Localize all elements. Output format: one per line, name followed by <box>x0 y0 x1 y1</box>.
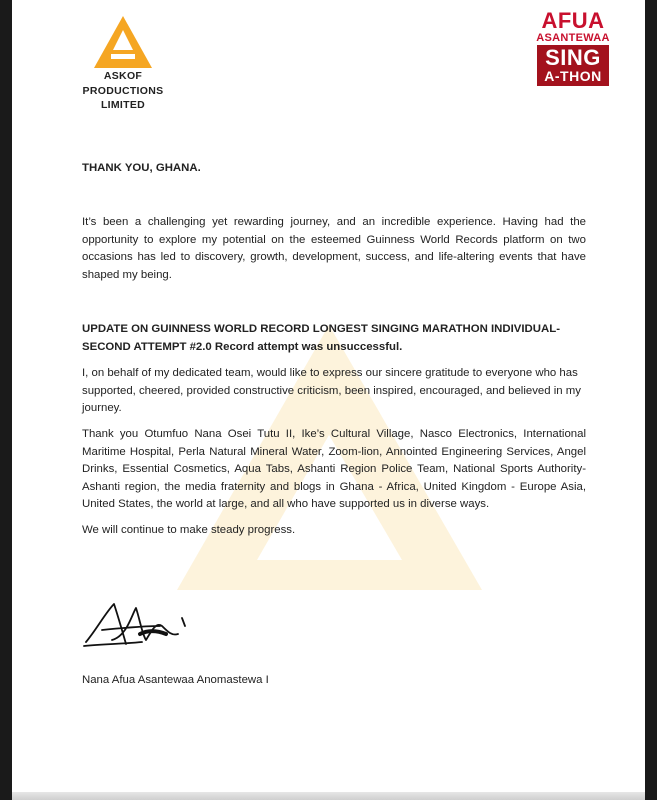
letter-page <box>12 0 645 800</box>
event-logo-line4: A-THON <box>544 68 602 84</box>
company-name-line3: LIMITED <box>100 99 146 111</box>
company-name-line2: PRODUCTIONS <box>82 84 164 97</box>
intro-paragraph: It’s been a challenging yet rewarding journey, and an incredible experience. Having had the opportunity to explore my potential on the esteemed Guinness World Records platform on two occasions has led to discovery, growth, development, success, and life-altering events that have shaped my being. <box>82 216 586 281</box>
event-logo-line3: SING <box>545 45 601 70</box>
gratitude-paragraph: I, on behalf of my dedicated team, would like to express our sincere gratitude to everyone who has supported, cheered, provided constructive criticism, been inspired, encouraged, and believed in my journey. <box>82 367 581 414</box>
greeting: THANK YOU, GHANA. <box>82 162 201 174</box>
closing-line: We will continue to make steady progress. <box>82 524 296 536</box>
event-logo-box <box>537 45 608 86</box>
askof-triangle-icon <box>94 16 152 68</box>
signatory-name: Nana Afua Asantewaa Anomastewa I <box>82 674 269 686</box>
event-logo-line1: AFUA <box>541 8 605 33</box>
singathon-logo <box>527 10 619 86</box>
event-logo-line2: ASANTEWAA <box>536 32 610 44</box>
askof-logo <box>78 16 168 112</box>
update-heading: UPDATE ON GUINNESS WORLD RECORD LONGEST SINGING MARATHON INDIVIDUAL- SECOND ATTEMPT #2.0 Record attempt was unsuccessful. <box>82 323 560 353</box>
page-bottom-edge <box>12 792 645 800</box>
thanks-paragraph: Thank you Otumfuo Nana Osei Tutu II, Ike’s Cultural Village, Nasco Electronics, International Maritime Hospital, Perla Natural Mineral Water, Zoom-lion, Annointed Engineering Services, Angel Drinks, Essential Cosmetics, Aqua Tabs, Ashanti Region Police Team, National Sports Authority- Ashanti region, the media fraternity and blogs in Ghana - Africa, United Kingdom - Europe Asia, United States, the world at large, and all who have supported us in diverse ways. <box>82 428 586 510</box>
company-name-line1: ASKOF <box>103 70 143 82</box>
signature <box>82 600 192 660</box>
